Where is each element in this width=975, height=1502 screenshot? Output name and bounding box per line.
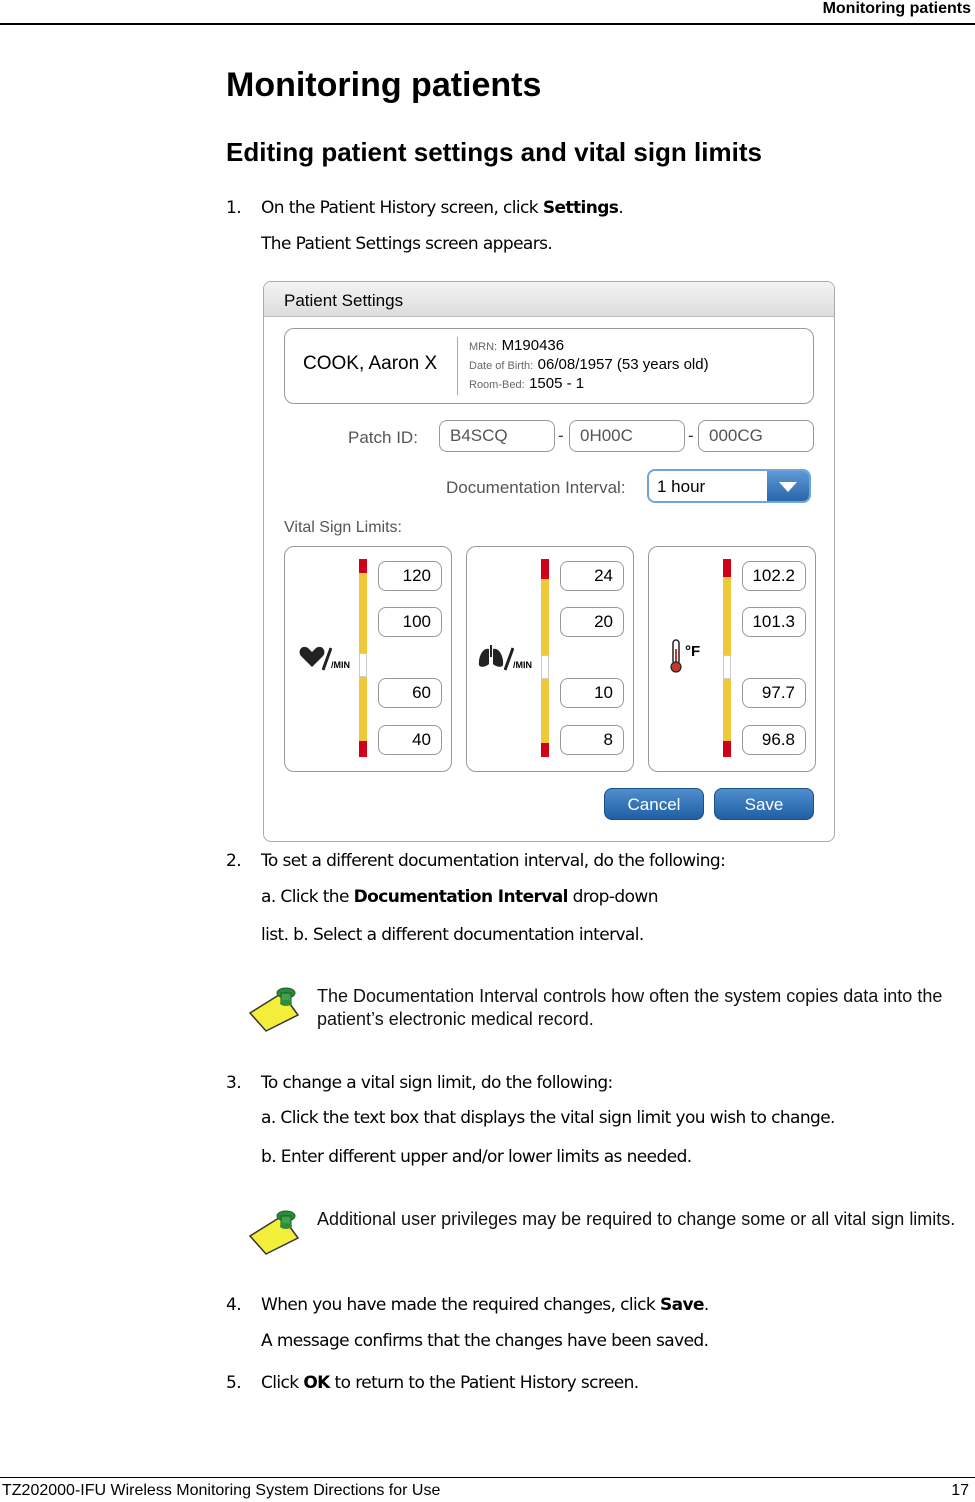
yellow-zone-bar xyxy=(541,679,549,743)
note-documentation-interval: The Documentation Interval controls how often the system copies data into the patient’s electronic medical record. xyxy=(317,986,943,1029)
patch-id-field-1[interactable]: B4SCQ xyxy=(439,420,555,452)
step-1-result: The Patient Settings screen appears. xyxy=(261,234,553,254)
cancel-button[interactable]: Cancel xyxy=(604,788,704,820)
page-title: Monitoring patients xyxy=(226,66,542,104)
step-2b: list. b. Select a different documentation interval. xyxy=(261,925,644,945)
normal-zone-bar xyxy=(541,655,549,679)
normal-zone-bar xyxy=(723,655,731,679)
resp-upper-critical-input[interactable]: 24 xyxy=(560,561,624,591)
window-title: Patient Settings xyxy=(284,291,404,310)
note-icon xyxy=(246,1208,302,1256)
temperature-limits-card xyxy=(648,546,816,772)
card-divider xyxy=(457,337,458,395)
step-3a: a. Click the text box that displays the vital sign limit you wish to change. xyxy=(261,1108,835,1128)
temp-upper-warning-input[interactable]: 101.3 xyxy=(742,607,806,637)
temp-lower-warning-input[interactable]: 97.7 xyxy=(742,678,806,708)
yellow-zone-bar xyxy=(359,677,367,741)
save-button[interactable]: Save xyxy=(714,788,814,820)
resp-lower-critical-input[interactable]: 8 xyxy=(560,725,624,755)
patient-name: COOK, Aaron X xyxy=(303,353,438,374)
respiration-limits-card xyxy=(466,546,634,772)
footer-document-title: TZ202000-IFU Wireless Monitoring System Directions for Use xyxy=(2,1482,441,1499)
thermometer-icon xyxy=(669,639,683,673)
heart-lower-critical-input[interactable]: 40 xyxy=(378,725,442,755)
red-zone-bar xyxy=(723,559,731,577)
patch-id-label: Patch ID: xyxy=(348,428,418,447)
documentation-interval-select[interactable] xyxy=(647,469,811,503)
temp-upper-critical-input[interactable]: 102.2 xyxy=(742,561,806,591)
heart-lower-warning-input[interactable]: 60 xyxy=(378,678,442,708)
yellow-zone-bar xyxy=(541,579,549,655)
dropdown-button[interactable] xyxy=(767,471,809,501)
unit-label: /MIN xyxy=(513,660,532,670)
footer-rule xyxy=(0,1477,975,1478)
section-title: Editing patient settings and vital sign limits xyxy=(226,137,762,167)
heart-upper-critical-input[interactable]: 120 xyxy=(378,561,442,591)
resp-lower-warning-input[interactable]: 10 xyxy=(560,678,624,708)
red-zone-bar xyxy=(359,559,367,573)
resp-upper-warning-input[interactable]: 20 xyxy=(560,607,624,637)
patient-details: MRN: M190436 Date of Birth: 06/08/1957 (53 years old) Room-Bed: 1505 - 1 xyxy=(469,337,709,392)
normal-zone-bar xyxy=(359,653,367,677)
note-icon xyxy=(246,985,302,1033)
patch-id-field-2[interactable]: 0H00C xyxy=(569,420,685,452)
interval-value: 1 hour xyxy=(657,477,706,496)
red-zone-bar xyxy=(541,743,549,757)
step-2a: a. Click the Documentation Interval drop-down xyxy=(261,887,658,907)
patient-settings-window xyxy=(263,281,835,842)
running-header: Monitoring patients xyxy=(822,0,971,17)
window-titlebar xyxy=(264,282,834,317)
unit-label: /MIN xyxy=(331,660,350,670)
header-rule xyxy=(0,23,975,25)
yellow-zone-bar xyxy=(359,573,367,653)
note-user-privileges: Additional user privileges may be required to change some or all vital sign limits. xyxy=(317,1209,956,1229)
red-zone-bar xyxy=(541,559,549,579)
page-number: 17 xyxy=(951,1482,969,1499)
step-4-result: A message confirms that the changes have been saved. xyxy=(261,1331,709,1351)
patient-info-card xyxy=(284,328,814,404)
patch-id-field-3[interactable]: 000CG xyxy=(698,420,814,452)
chevron-down-icon xyxy=(767,471,809,501)
patch-separator: - xyxy=(688,426,694,445)
lungs-icon xyxy=(477,645,505,669)
patch-separator: - xyxy=(558,426,564,445)
step-3b: b. Enter different upper and/or lower limits as needed. xyxy=(261,1147,692,1167)
heart-rate-limits-card xyxy=(284,546,452,772)
documentation-interval-label: Documentation Interval: xyxy=(446,478,626,497)
unit-label: °F xyxy=(685,643,701,660)
heart-upper-warning-input[interactable]: 100 xyxy=(378,607,442,637)
temp-lower-critical-input[interactable]: 96.8 xyxy=(742,725,806,755)
yellow-zone-bar xyxy=(723,679,731,741)
vital-sign-limits-label: Vital Sign Limits: xyxy=(284,519,402,536)
red-zone-bar xyxy=(359,741,367,757)
red-zone-bar xyxy=(723,741,731,757)
yellow-zone-bar xyxy=(723,577,731,655)
